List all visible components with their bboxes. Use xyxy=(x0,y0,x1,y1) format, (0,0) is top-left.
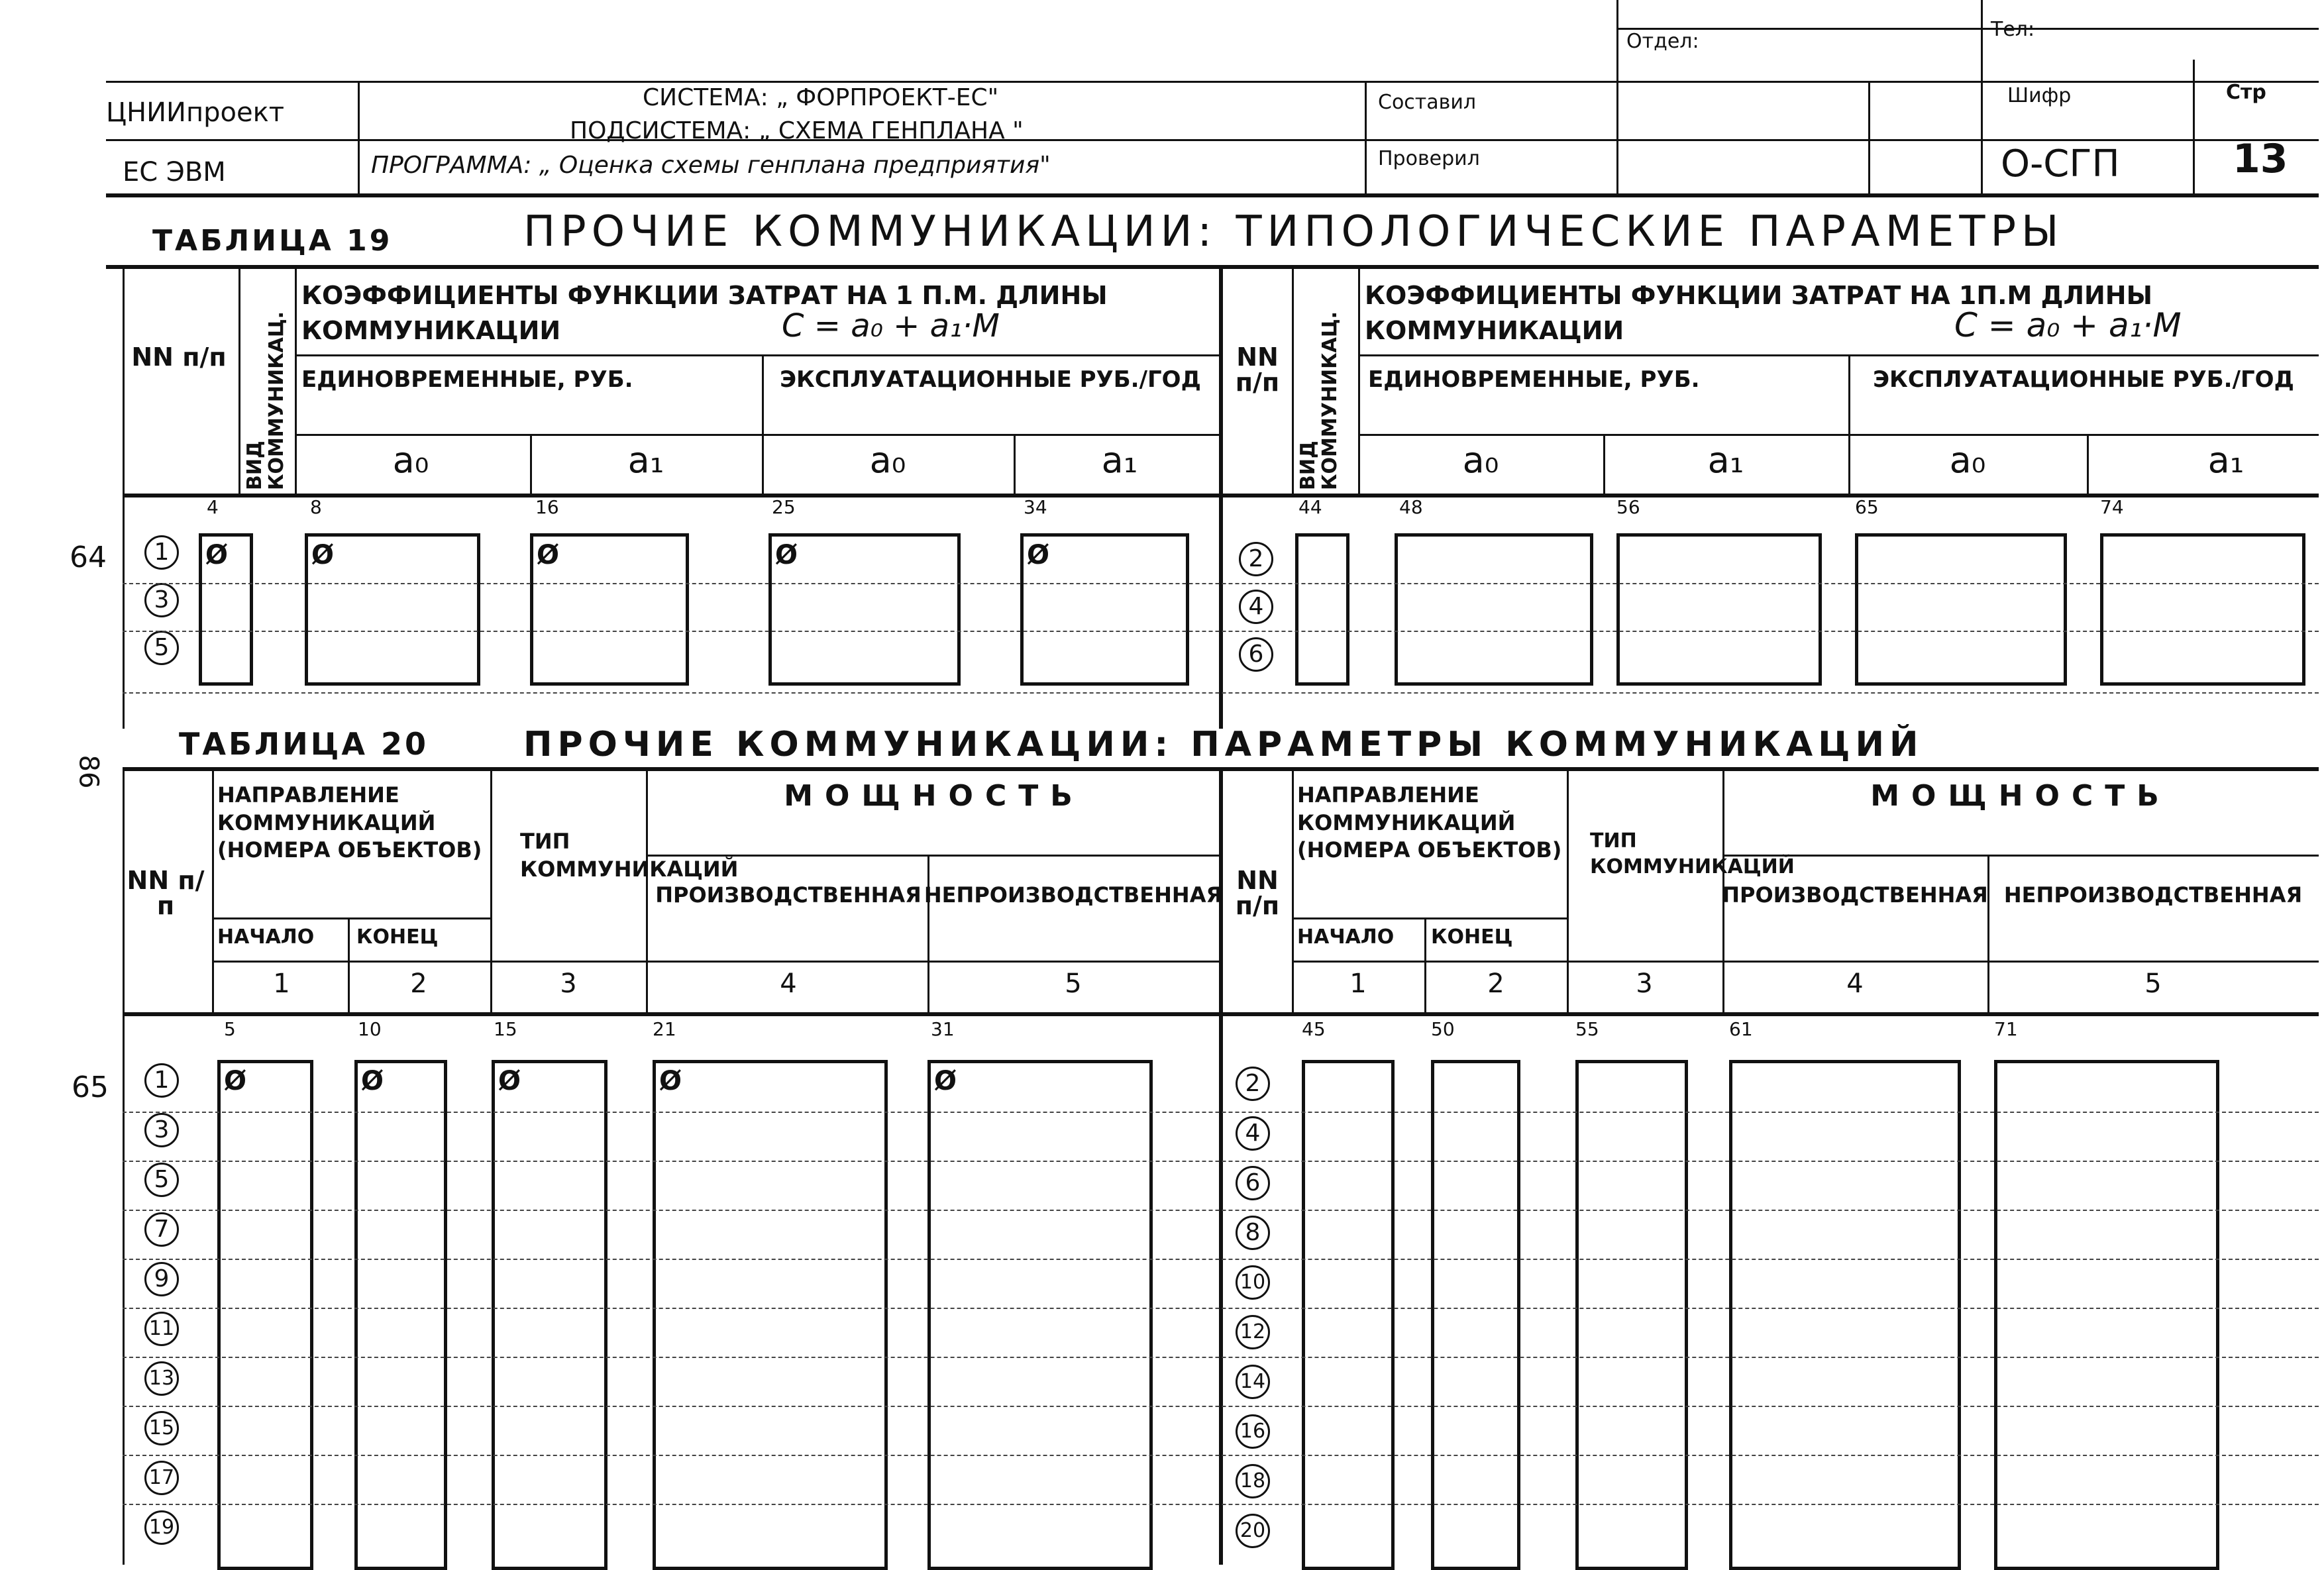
t19-colnum-l5: 34 xyxy=(1024,496,1047,518)
t20-colnum-l2: 2 xyxy=(410,968,427,999)
t20-row-circle-3: 3 xyxy=(144,1113,179,1147)
t20-end-box-left xyxy=(354,1060,447,1570)
t20-zero-1: Ø xyxy=(224,1066,247,1096)
t20-nonproduction-right: НЕПРОИЗВОДСТВЕННАЯ xyxy=(2003,882,2303,908)
t20-row-circle-20: 20 xyxy=(1236,1514,1270,1548)
t19-row-circle-2: 2 xyxy=(1239,542,1273,576)
t20-type-box-left xyxy=(492,1060,607,1570)
t20-production-left: ПРОИЗВОДСТВЕННАЯ xyxy=(655,882,922,908)
t20-row-circle-15: 15 xyxy=(144,1411,179,1445)
code-label: Шифр xyxy=(2007,84,2072,107)
t20-nonprod-box-left xyxy=(927,1060,1153,1570)
t19-kind-box-right xyxy=(1295,533,1349,686)
t19-zero-5: Ø xyxy=(1027,540,1050,570)
t19-a0-right-2: a₀ xyxy=(1949,439,1986,481)
t19-row-circle-3: 3 xyxy=(144,583,179,617)
t20-start-box-right xyxy=(1302,1060,1395,1570)
t19-zero-3: Ø xyxy=(537,540,560,570)
t20-type-box-right xyxy=(1575,1060,1688,1570)
t20-pos-l2: 10 xyxy=(358,1018,382,1040)
table20-side-code: 86 xyxy=(73,755,104,789)
t19-colnum-r3: 56 xyxy=(1616,496,1640,518)
t19-formula-right: C = a₀ + a₁·M xyxy=(1954,306,2182,344)
t20-nonprod-box-right xyxy=(1994,1060,2219,1570)
t20-end-box-right xyxy=(1431,1060,1520,1570)
t19-colnum-l1: 4 xyxy=(207,496,219,518)
computer-name: ЕС ЭВМ xyxy=(123,157,226,187)
t20-end-right: КОНЕЦ xyxy=(1431,925,1513,949)
org-name: ЦНИИпроект xyxy=(106,97,285,128)
t20-prod-box-left xyxy=(653,1060,888,1570)
t19-colnum-l4: 25 xyxy=(772,496,796,518)
t20-row-circle-12: 12 xyxy=(1236,1315,1270,1349)
t19-colnum-l3: 16 xyxy=(535,496,559,518)
t19-colnum-r5: 74 xyxy=(2100,496,2124,518)
t20-colnum-r4: 4 xyxy=(1846,968,1864,999)
t20-row-circle-19: 19 xyxy=(144,1510,179,1545)
t20-type-left: ТИП КОММУНИКАЦИЙ xyxy=(520,829,739,882)
t20-row-circle-10: 10 xyxy=(1236,1265,1270,1300)
t19-colnum-r2: 48 xyxy=(1399,496,1423,518)
table20-heading: ПРОЧИЕ КОММУНИКАЦИИ: ПАРАМЕТРЫ КОММУНИКАЦИЙ xyxy=(523,725,1924,764)
t20-pos-l1: 5 xyxy=(224,1018,236,1040)
t20-colnum-l5: 5 xyxy=(1065,968,1082,999)
system-line: СИСТЕМА: „ ФОРПРОЕКТ-ЕС" xyxy=(643,84,999,111)
t20-zero-3: Ø xyxy=(498,1066,521,1096)
t20-power-right: МОЩНОСТЬ xyxy=(1870,779,2171,813)
t19-kind-left: ВИД КОММУНИКАЦ. xyxy=(243,311,288,490)
t19-colnum-l2: 8 xyxy=(310,496,322,518)
t20-nn-left: NN п/п xyxy=(127,866,205,920)
t20-pos-l5: 31 xyxy=(931,1018,955,1040)
t20-row-circle-9: 9 xyxy=(144,1262,179,1296)
t19-row-code: 64 xyxy=(70,541,107,574)
t20-colnum-r2: 2 xyxy=(1487,968,1505,999)
t19-onetime-right: ЕДИНОВРЕМЕННЫЕ, РУБ. xyxy=(1368,366,1700,393)
code-value: О-СГП xyxy=(2001,142,2120,185)
t19-row-circle-5: 5 xyxy=(144,631,179,665)
t19-row-circle-6: 6 xyxy=(1239,637,1273,672)
t19-coef-title-right: КОЭФФИЦИЕНТЫ ФУНКЦИИ ЗАТРАТ НА 1П.М ДЛИНЫ КОММУНИКАЦИИ xyxy=(1365,281,2152,346)
t20-pos-r3: 55 xyxy=(1575,1018,1599,1040)
t19-a1-box-right xyxy=(1616,533,1822,686)
t20-row-circle-13: 13 xyxy=(144,1361,179,1396)
t19-operating-left: ЭКСПЛУАТАЦИОННЫЕ РУБ./ГОД xyxy=(780,366,1201,393)
t20-pos-r1: 45 xyxy=(1302,1018,1326,1040)
t19-a0-right-1: a₀ xyxy=(1462,439,1499,481)
t20-start-box-left xyxy=(217,1060,313,1570)
t20-colnum-r1: 1 xyxy=(1349,968,1367,999)
page-value: 13 xyxy=(2233,136,2288,182)
t19-kind-right: ВИД КОММУНИКАЦ. xyxy=(1296,311,1342,490)
t20-row-circle-7: 7 xyxy=(144,1212,179,1247)
compiled-label: Составил xyxy=(1378,91,1477,114)
t20-start-right: НАЧАЛО xyxy=(1297,925,1395,949)
t20-pos-r5: 71 xyxy=(1994,1018,2018,1040)
t20-zero-5: Ø xyxy=(934,1066,957,1096)
t20-direction-right: НАПРАВЛЕНИЕ КОММУНИКАЦИЙ (НОМЕРА ОБЪЕКТОВ) xyxy=(1297,782,1562,863)
t20-direction-left: НАПРАВЛЕНИЕ КОММУНИКАЦИЙ (НОМЕРА ОБЪЕКТОВ) xyxy=(217,782,482,863)
dept-label: Отдел: xyxy=(1626,30,1699,53)
t19-a0-left-1: a₀ xyxy=(392,439,429,481)
tel-label: Тел: xyxy=(1991,18,2035,41)
t20-row-circle-18: 18 xyxy=(1236,1464,1270,1498)
t20-production-right: ПРОИЗВОДСТВЕННАЯ xyxy=(1722,882,1988,908)
t19-operating-right: ЭКСПЛУАТАЦИОННЫЕ РУБ./ГОД xyxy=(1873,366,2294,393)
t20-colnum-l1: 1 xyxy=(273,968,290,999)
t19-a0-box-right xyxy=(1395,533,1593,686)
t20-type-right: ТИП КОММУНИКАЦИЙ xyxy=(1590,829,1795,878)
t20-row-code: 65 xyxy=(72,1071,109,1104)
t19-zero-2: Ø xyxy=(311,540,335,570)
subsystem-line: ПОДСИСТЕМА: „ СХЕМА ГЕНПЛАНА " xyxy=(570,117,1024,144)
t19-row-circle-1: 1 xyxy=(144,535,179,570)
t20-colnum-r5: 5 xyxy=(2144,968,2162,999)
t19-a1-left-2: a₁ xyxy=(1101,439,1138,481)
t20-zero-4: Ø xyxy=(659,1066,682,1096)
t20-pos-r4: 61 xyxy=(1729,1018,1753,1040)
t19-row-circle-4: 4 xyxy=(1239,590,1273,624)
program-line: ПРОГРАММА: „ Оценка схемы генплана предприятия" xyxy=(371,152,1051,179)
table19-title: ТАБЛИЦА 19 xyxy=(152,224,393,258)
t20-colnum-l3: 3 xyxy=(560,968,577,999)
t19-coef-title-left: КОЭФФИЦИЕНТЫ ФУНКЦИИ ЗАТРАТ НА 1 П.М. ДЛИНЫ КОММУНИКАЦИИ xyxy=(301,281,1108,346)
table20-title: ТАБЛИЦА 20 xyxy=(179,726,429,762)
t20-row-circle-14: 14 xyxy=(1236,1365,1270,1399)
t19-zero-4: Ø xyxy=(775,540,798,570)
t20-end-left: КОНЕЦ xyxy=(356,925,439,949)
t19-a1op-box-right xyxy=(2100,533,2305,686)
t19-zero-1: Ø xyxy=(205,540,229,570)
t19-formula-left: C = a₀ + a₁·M xyxy=(782,307,1000,344)
t19-a1-left-1: a₁ xyxy=(627,439,664,481)
t20-pos-l4: 21 xyxy=(653,1018,676,1040)
t20-zero-2: Ø xyxy=(361,1066,384,1096)
t20-colnum-l4: 4 xyxy=(780,968,797,999)
t20-start-left: НАЧАЛО xyxy=(217,925,315,949)
t20-row-circle-6: 6 xyxy=(1236,1166,1270,1200)
t20-pos-r2: 50 xyxy=(1431,1018,1455,1040)
t19-nn-left: NN п/п xyxy=(131,342,227,372)
t20-row-circle-5: 5 xyxy=(144,1163,179,1197)
t20-power-left: МОЩНОСТЬ xyxy=(784,779,1084,813)
t20-row-circle-11: 11 xyxy=(144,1312,179,1346)
t20-colnum-r3: 3 xyxy=(1636,968,1653,999)
t20-row-circle-17: 17 xyxy=(144,1461,179,1495)
t19-nn-right: NN п/п xyxy=(1235,342,1280,397)
t19-a0-left-2: a₀ xyxy=(869,439,906,481)
t19-onetime-left: ЕДИНОВРЕМЕННЫЕ, РУБ. xyxy=(301,366,633,393)
t20-row-circle-8: 8 xyxy=(1236,1216,1270,1250)
t19-colnum-r4: 65 xyxy=(1855,496,1879,518)
t20-row-circle-1: 1 xyxy=(144,1063,179,1098)
t20-pos-l3: 15 xyxy=(494,1018,517,1040)
t19-colnum-r1: 44 xyxy=(1298,496,1322,518)
t19-a0op-box-right xyxy=(1855,533,2067,686)
page-label: Стр xyxy=(2226,81,2266,104)
t19-a1-right-1: a₁ xyxy=(1707,439,1744,481)
t19-a1-right-2: a₁ xyxy=(2207,439,2245,481)
t20-row-circle-4: 4 xyxy=(1236,1116,1270,1151)
table19-heading: ПРОЧИЕ КОММУНИКАЦИИ: ТИПОЛОГИЧЕСКИЕ ПАРАМЕТРЫ xyxy=(523,207,2064,256)
checked-label: Проверил xyxy=(1378,147,1480,170)
t20-row-circle-2: 2 xyxy=(1236,1067,1270,1101)
t20-row-circle-16: 16 xyxy=(1236,1414,1270,1449)
t20-nn-right: NN п/п xyxy=(1235,866,1280,920)
t20-nonproduction-left: НЕПРОИЗВОДСТВЕННАЯ xyxy=(924,882,1223,908)
t20-prod-box-right xyxy=(1729,1060,1961,1570)
